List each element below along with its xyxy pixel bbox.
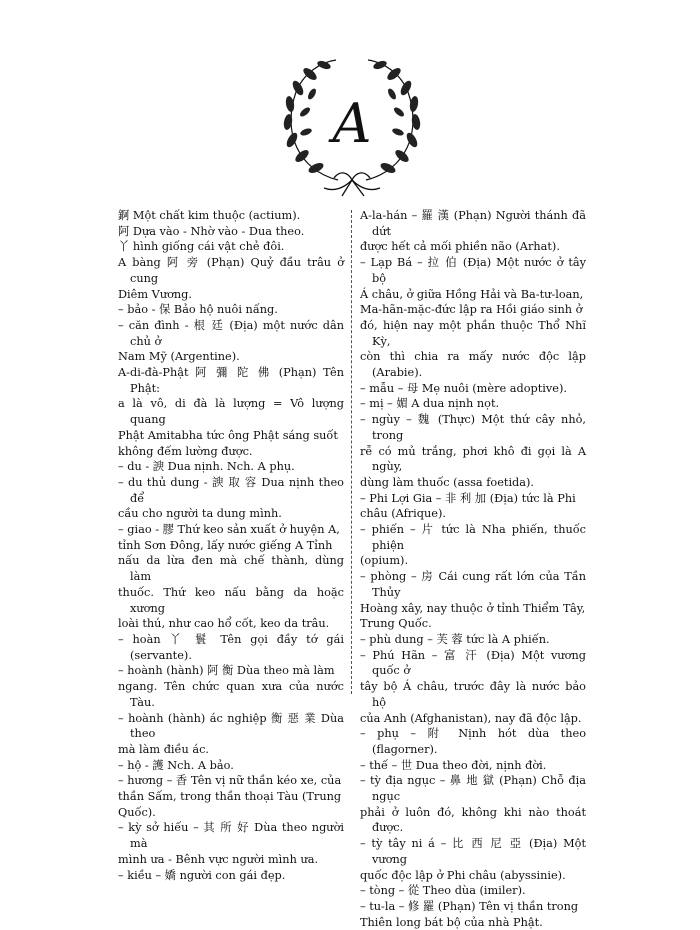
entry-line: – tỳ địa ngục – 鼻 地 獄 (Phạn) Chỗ địa ngục (360, 774, 586, 804)
left-column (118, 208, 344, 883)
entry-line: cầu cho người ta dung mình. (118, 507, 282, 521)
entry-line: – kiều – 嬌 người con gái đẹp. (118, 868, 286, 882)
entry-line: nấu da lừa đen mà chế thành, dùng làm (118, 554, 344, 584)
entry-line: – hoàn 丫 鬟 Tên gọi đầy tớ gái (servante). (118, 632, 344, 662)
dictionary-entry (360, 412, 586, 491)
dictionary-entry (118, 302, 344, 318)
entry-line: rễ có mủ trắng, phơi khô đi gọi là A ngùy, (360, 444, 586, 474)
dictionary-entry (360, 632, 586, 648)
entry-line: – căn đình - 根 廷 (Địa) một nước dân chủ ở (118, 318, 344, 348)
entry-line: không đếm lường được. (118, 444, 253, 458)
entry-line: – phiến – 片 tức là Nha phiến, thuốc phiện (360, 523, 586, 552)
dictionary-entry (360, 569, 586, 632)
entry-line: Á châu, ở giữa Hồng Hải và Ba-tư-loan, (360, 287, 584, 301)
dictionary-entry (118, 255, 344, 302)
entry-line: tây bộ Á châu, trước đây là nước bảo hộ (360, 680, 586, 709)
entry-line: tỉnh Sơn Đông, lấy nước giếng A Tỉnh (118, 538, 333, 552)
entry-line: – kỳ sở hiếu – 其 所 好 Dùa theo người mà (118, 821, 344, 851)
laurel-wreath-ornament (278, 52, 426, 198)
entry-line: – Phú Hãn – 富 汗 (Địa) Một vương quốc ở (360, 648, 586, 678)
entry-line: – thế – 世 Dua theo đời, nịnh đời. (360, 758, 547, 772)
entry-line: Nam Mỹ (Argentine). (118, 350, 240, 364)
entry-line: ngang. Tên chức quan xưa của nước Tàu. (118, 680, 344, 709)
dictionary-entry (360, 899, 586, 930)
entry-line: a là vô, di đà là lượng = Vô lượng quang (118, 397, 344, 427)
dictionary-entry (118, 522, 344, 632)
dictionary-entry (360, 836, 586, 883)
dictionary-entry (360, 773, 586, 836)
dictionary-entry (360, 208, 586, 255)
entry-line: được hết cả mối phiền não (Arhat). (360, 240, 560, 254)
entry-line: của Anh (Afghanistan), nay đã độc lập. (360, 711, 582, 725)
dictionary-entry (118, 459, 344, 475)
entry-line: – du thủ dung - 諛 取 容 Dua nịnh theo để (118, 475, 344, 505)
entry-line: – hộ - 護 Nch. A bảo. (118, 758, 234, 772)
entry-line: – hoành (hành) 阿 衡 Dùa theo mà làm (118, 664, 335, 678)
dictionary-entry (118, 868, 344, 884)
dictionary-entry (118, 239, 344, 255)
entry-line: quốc độc lập ở Phi châu (abyssinie). (360, 868, 566, 882)
entry-line: Quốc). (118, 805, 156, 819)
dictionary-entry (118, 758, 344, 774)
dictionary-entry (360, 381, 586, 397)
right-column (360, 208, 586, 930)
entry-line: – hoành (hành) ác nghiệp 衡 惡 業 Dùa theo (118, 711, 344, 741)
entry-line: – tỳ tây ni á – 比 西 尼 亞 (Địa) Một vương (360, 837, 586, 866)
entry-line: 阿 Dựa vào - Nhờ vào - Dua theo. (118, 224, 305, 238)
entry-line: A-la-hán – 羅 漢 (Phạn) Người thánh đã dứt (360, 209, 586, 238)
dictionary-entry (360, 883, 586, 899)
entry-line: – mị – 媚 A dua nịnh nọt. (360, 397, 500, 411)
entry-line: (opium). (360, 554, 409, 568)
dictionary-entry (118, 632, 344, 663)
entry-line: – ngùy – 魏 (Thực) Một thứ cây nhỏ, trong (360, 413, 586, 442)
entry-line: 丫 hình giống cái vật chẻ đôi. (118, 240, 285, 254)
entry-line: Hoàng xây, nay thuộc ở tỉnh Thiểm Tây, (360, 601, 586, 615)
dictionary-entry (360, 255, 586, 381)
entry-line: – bảo - 保 Bảo hộ nuôi nấng. (118, 303, 278, 317)
dictionary-entry (118, 663, 344, 710)
dictionary-entry (360, 491, 586, 522)
dictionary-entry (118, 773, 344, 820)
entry-line: còn thì chia ra mấy nước độc lập (Arabie). (360, 350, 586, 380)
dictionary-entry (118, 208, 344, 224)
entry-line: đó, hiện nay một phần thuộc Thổ Nhĩ Kỳ, (360, 318, 586, 348)
entry-line: loài thú, như cao hổ cốt, keo da trâu. (118, 617, 330, 631)
entry-line: Diêm Vương. (118, 287, 192, 301)
dictionary-entry (118, 365, 344, 459)
dictionary-entry (360, 726, 586, 757)
dictionary-entry (118, 224, 344, 240)
entry-line: mình ưa - Bênh vực người mình ưa. (118, 852, 319, 866)
entry-line: Trung Quốc. (360, 617, 432, 631)
entry-line: Phật Amitabha tức ông Phật sáng suốt (118, 428, 338, 442)
entry-line: – tòng – 從 Theo dùa (imiler). (360, 884, 526, 898)
entry-line: A bàng 阿 旁 (Phạn) Quỷ đầu trâu ở cung (118, 256, 344, 285)
entry-line: – Lạp Bá – 拉 伯 (Địa) Một nước ở tây bộ (360, 256, 586, 285)
entry-line: dùng làm thuốc (assa foetida). (360, 475, 535, 489)
entry-line: – phụ – 附 Nịnh hót dùa theo (flagorner). (360, 727, 586, 756)
entry-line: – mẫu – 母 Mẹ nuôi (mère adoptive). (360, 381, 567, 395)
column-divider (351, 210, 352, 694)
entry-line: – phù dung – 芙 蓉 tức là A phiến. (360, 632, 550, 646)
dictionary-entry (118, 475, 344, 522)
entry-line: – hương – 香 Tên vị nữ thần kéo xe, của (118, 774, 342, 788)
entry-line: – du - 諛 Dua nịnh. Nch. A phụ. (118, 460, 295, 474)
dictionary-entry (360, 396, 586, 412)
entry-line: châu (Afrique). (360, 507, 446, 521)
entry-line: Thiên long bát bộ của nhà Phật. (360, 915, 543, 929)
entry-line: Ma-hãn-mặc-đức lập ra Hồi giáo sinh ở (360, 303, 583, 317)
entry-line: A-di-đà-Phật 阿 彌 陀 佛 (Phạn) Tên Phật: (118, 366, 344, 395)
entry-line: – phòng – 房 Cái cung rất lớn của Tần Thủy (360, 570, 586, 599)
dictionary-entry (360, 758, 586, 774)
dictionary-entry (118, 318, 344, 365)
dictionary-entry (118, 820, 344, 867)
entry-line: thuốc. Thứ keo nấu bằng da hoặc xương (118, 585, 344, 615)
dictionary-entry (360, 648, 586, 727)
dictionary-entry (360, 522, 586, 569)
entry-line: – Phi Lợi Gia – 非 利 加 (Địa) tức là Phi (360, 491, 576, 505)
entry-line: thần Sấm, trong thần thoại Tàu (Trung (118, 790, 342, 804)
entry-line: phải ở luôn đó, không khi nào thoát được. (360, 805, 586, 835)
entry-line: 錒 Một chất kim thuộc (actium). (118, 209, 301, 222)
ornamental-letter: A (332, 92, 372, 155)
dictionary-entry (118, 711, 344, 758)
entry-line: – tu-la – 修 羅 (Phạn) Tên vị thần trong (360, 899, 579, 913)
entry-line: – giao - 膠 Thứ keo sản xuất ở huyện A, (118, 523, 340, 537)
entry-line: mà làm điều ác. (118, 742, 210, 756)
